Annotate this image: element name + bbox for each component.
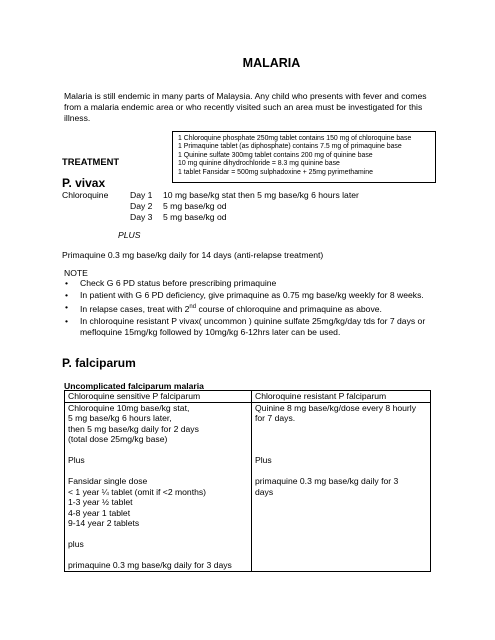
note-label: NOTE	[64, 268, 88, 278]
page-title: MALARIA	[242, 56, 301, 70]
cell-line	[255, 434, 427, 445]
cell-line: primaquine 0.3 mg base/kg daily for 3 days	[68, 560, 232, 570]
info-line: 10 mg quinine dihydrochloride = 8.3 mg quinine base	[178, 160, 340, 168]
treatment-heading: TREATMENT	[62, 156, 120, 167]
cell-line	[255, 466, 427, 477]
table-header-cell: Chloroquine sensitive P falciparum	[65, 391, 252, 403]
cell-line: 1-3 year ½ tablet	[68, 497, 133, 507]
vivax-drug: Chloroquine	[62, 190, 109, 200]
cell-line: days	[255, 486, 274, 497]
cell-line: < 1 year ¼ tablet (omit if <2 months)	[68, 486, 207, 497]
cell-line: (total dose 25mg/kg base)	[68, 434, 168, 444]
vivax-day-label: Day 1	[130, 190, 153, 200]
table-row	[65, 402, 431, 571]
cell-line: primaquine 0.3 mg base/kg daily for 3	[255, 476, 399, 486]
note-text: In relapse cases, treat with 2	[80, 303, 190, 314]
falciparum-table	[64, 390, 431, 572]
note-item: • In patient with G 6 PD deficiency, give primaquine as 0.75 mg base/kg weekly for 8 weeks.	[62, 290, 442, 301]
vivax-day-label: Day 3	[130, 212, 153, 222]
table-header-cell: Chloroquine resistant P falciparum	[252, 391, 431, 403]
vivax-primaquine: Primaquine 0.3 mg base/kg daily for 14 days (anti-relapse treatment)	[62, 250, 324, 260]
cell-line: Plus	[68, 455, 85, 465]
cell-line: Fansidar single dose	[68, 476, 148, 486]
vivax-heading: P. vivax	[62, 176, 106, 190]
note-item	[62, 302, 442, 315]
cell-line	[255, 424, 427, 435]
note-list	[62, 278, 442, 339]
vivax-day-dose: 10 mg base/kg stat then 5 mg base/kg 6 hours later	[163, 190, 359, 200]
table-cell	[65, 402, 252, 571]
note-item: • Check G 6 PD status before prescribing primaquine	[62, 278, 442, 289]
table-row	[65, 391, 431, 403]
cell-line: for 7 days.	[255, 413, 296, 423]
falciparum-table-title: Uncomplicated falciparum malaria	[64, 381, 204, 391]
cell-content	[255, 403, 427, 498]
cell-line	[68, 529, 248, 540]
vivax-plus-label: PLUS	[118, 230, 141, 240]
note-text: course of chloroquine and primaquine as above.	[196, 303, 382, 314]
cell-line: plus	[68, 539, 84, 549]
cell-line: then 5 mg base/kg daily for 2 days	[68, 423, 199, 434]
cell-line: 9-14 year 2 tablets	[68, 518, 140, 528]
cell-line: Quinine 8 mg base/kg/dose every 8 hourly	[255, 402, 416, 413]
vivax-day-label: Day 2	[130, 201, 153, 211]
table-cell	[252, 402, 431, 571]
conversion-info-box	[172, 131, 436, 183]
info-line: 1 Chloroquine phosphate 250mg tablet contains 150 mg of chloroquine base	[178, 135, 412, 142]
falciparum-heading: P. falciparum	[62, 356, 136, 370]
cell-content	[68, 403, 248, 571]
cell-line: Plus	[255, 455, 272, 465]
cell-line	[255, 445, 427, 456]
note-item: • In chloroquine resistant P vivax( uncommon ) quinine sulfate 25mg/kg/day tds for 7 days or mefloquine 15mg/kg followed by 10mg/kg 6-12hrs later can be used.	[62, 316, 442, 338]
vivax-day-dose: 5 mg base/kg od	[163, 201, 227, 211]
cell-line	[68, 550, 248, 561]
cell-line	[68, 466, 248, 477]
cell-line: Chloroquine 10mg base/kg stat,	[68, 402, 190, 413]
info-line: 1 Primaquine tablet (as diphosphate) contains 7.5 mg of primaquine base	[178, 143, 402, 151]
cell-line: 5 mg base/kg 6 hours later,	[68, 413, 172, 423]
cell-line	[68, 445, 248, 456]
info-line: 1 Quinine sulfate 300mg tablet contains 200 mg of quinine base	[178, 151, 373, 159]
intro-paragraph: Malaria is still endemic in many parts of Malaysia. Any child who presents with fever and comes from a malaria endemic area or who recently visited such an area must be investigated for this illness.	[64, 91, 427, 124]
superscript: nd	[189, 304, 197, 310]
cell-line: 4-8 year 1 tablet	[68, 507, 131, 518]
vivax-day-dose: 5 mg base/kg od	[163, 212, 227, 222]
info-line: 1 tablet Fansidar = 500mg sulphadoxine + 25mg pyrimethamine	[178, 168, 373, 176]
